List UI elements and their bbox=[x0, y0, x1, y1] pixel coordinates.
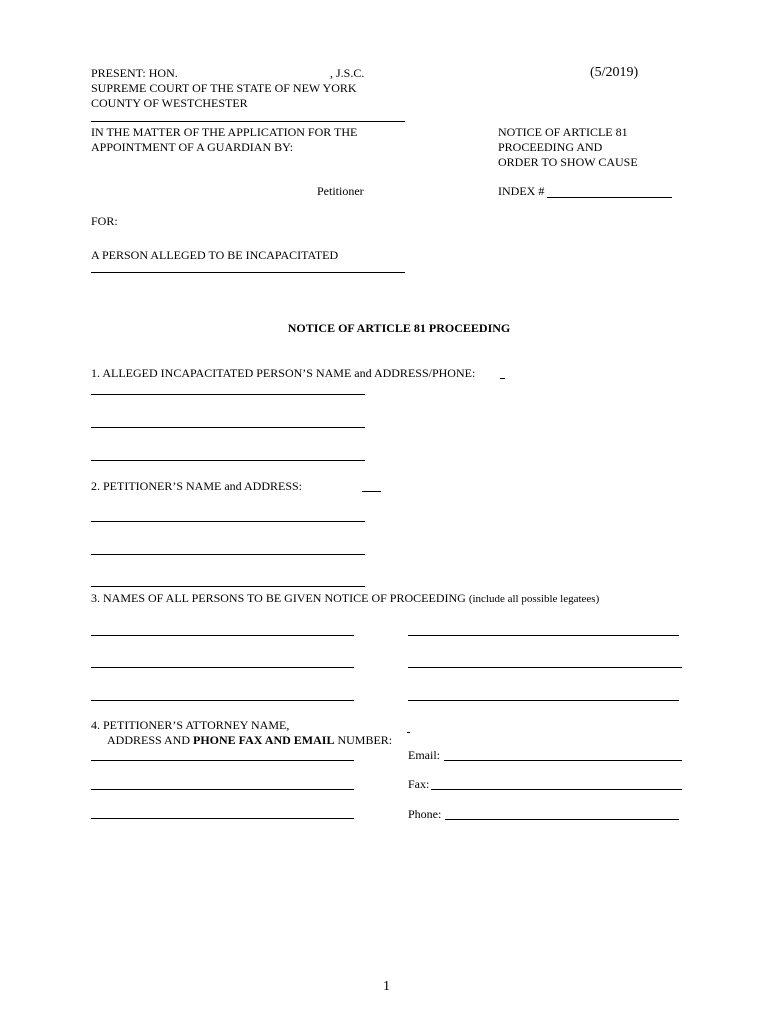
section-3-label bbox=[91, 591, 599, 607]
county-name: COUNTY OF WESTCHESTER bbox=[91, 96, 248, 110]
section-3-label-main: 3. NAMES OF ALL PERSONS TO BE GIVEN NOTICE OF PROCEEDING bbox=[91, 591, 466, 605]
section-4-label-prefix: ADDRESS AND bbox=[107, 733, 194, 747]
aip-address-field-2[interactable] bbox=[91, 460, 365, 461]
caption-top-rule bbox=[91, 121, 405, 122]
notice-person-field-2[interactable] bbox=[408, 635, 679, 636]
fax-field[interactable] bbox=[431, 789, 682, 790]
doc-type-line-1: NOTICE OF ARTICLE 81 bbox=[498, 125, 628, 139]
notice-title: NOTICE OF ARTICLE 81 PROCEEDING bbox=[287, 321, 511, 335]
page-number: 1 bbox=[383, 979, 390, 994]
matter-line-2: APPOINTMENT OF A GUARDIAN BY: bbox=[91, 140, 294, 154]
notice-person-field-3[interactable] bbox=[91, 667, 354, 668]
attorney-address-field-1[interactable] bbox=[91, 789, 354, 790]
notice-person-field-6[interactable] bbox=[408, 700, 679, 701]
revision-date: (5/2019) bbox=[590, 65, 639, 80]
present-suffix: , J.S.C. bbox=[330, 66, 365, 80]
for-label: FOR: bbox=[91, 214, 118, 228]
section-4-label-bold: PHONE FAX AND EMAIL bbox=[193, 733, 335, 747]
index-number-field[interactable] bbox=[547, 197, 672, 198]
aip-address-field-1[interactable] bbox=[91, 427, 365, 428]
attorney-address-field-2[interactable] bbox=[91, 818, 354, 819]
matter-line-1: IN THE MATTER OF THE APPLICATION FOR THE bbox=[91, 125, 358, 139]
section-2-label-underline bbox=[362, 491, 381, 492]
doc-type-line-3: ORDER TO SHOW CAUSE bbox=[498, 155, 638, 169]
petitioner-name-field[interactable] bbox=[91, 521, 365, 522]
email-field[interactable] bbox=[444, 760, 682, 761]
section-4-label-mark bbox=[407, 732, 410, 733]
petitioner-address-field-1[interactable] bbox=[91, 554, 365, 555]
notice-person-field-1[interactable] bbox=[91, 635, 354, 636]
section-1-label: 1. ALLEGED INCAPACITATED PERSON’S NAME and ADDRESS/PHONE: bbox=[91, 366, 476, 380]
section-1-label-underline bbox=[500, 378, 505, 379]
fax-label: Fax: bbox=[408, 777, 430, 791]
phone-label: Phone: bbox=[408, 807, 442, 821]
email-label: Email: bbox=[408, 748, 440, 762]
notice-person-field-5[interactable] bbox=[91, 700, 354, 701]
court-name: SUPREME COURT OF THE STATE OF NEW YORK bbox=[91, 81, 357, 95]
section-3-label-note: (include all possible legatees) bbox=[468, 593, 600, 605]
section-4-label-suffix: NUMBER: bbox=[334, 733, 393, 747]
doc-type-line-2: PROCEEDING AND bbox=[498, 140, 603, 154]
aip-label: A PERSON ALLEGED TO BE INCAPACITATED bbox=[91, 248, 339, 262]
section-4-label-line-2 bbox=[107, 733, 392, 748]
present-prefix: PRESENT: HON. bbox=[91, 66, 178, 80]
section-2-label: 2. PETITIONER’S NAME and ADDRESS: bbox=[91, 479, 303, 493]
aip-name-field[interactable] bbox=[91, 394, 365, 395]
phone-field[interactable] bbox=[445, 819, 679, 820]
attorney-name-field[interactable] bbox=[91, 760, 354, 761]
petitioner-label: Petitioner bbox=[317, 184, 364, 198]
index-label: INDEX # bbox=[498, 184, 545, 198]
notice-person-field-4[interactable] bbox=[408, 667, 682, 668]
caption-bottom-rule bbox=[91, 272, 405, 273]
section-4-label-line-1: 4. PETITIONER’S ATTORNEY NAME, bbox=[91, 718, 290, 732]
petitioner-address-field-2[interactable] bbox=[91, 586, 365, 587]
